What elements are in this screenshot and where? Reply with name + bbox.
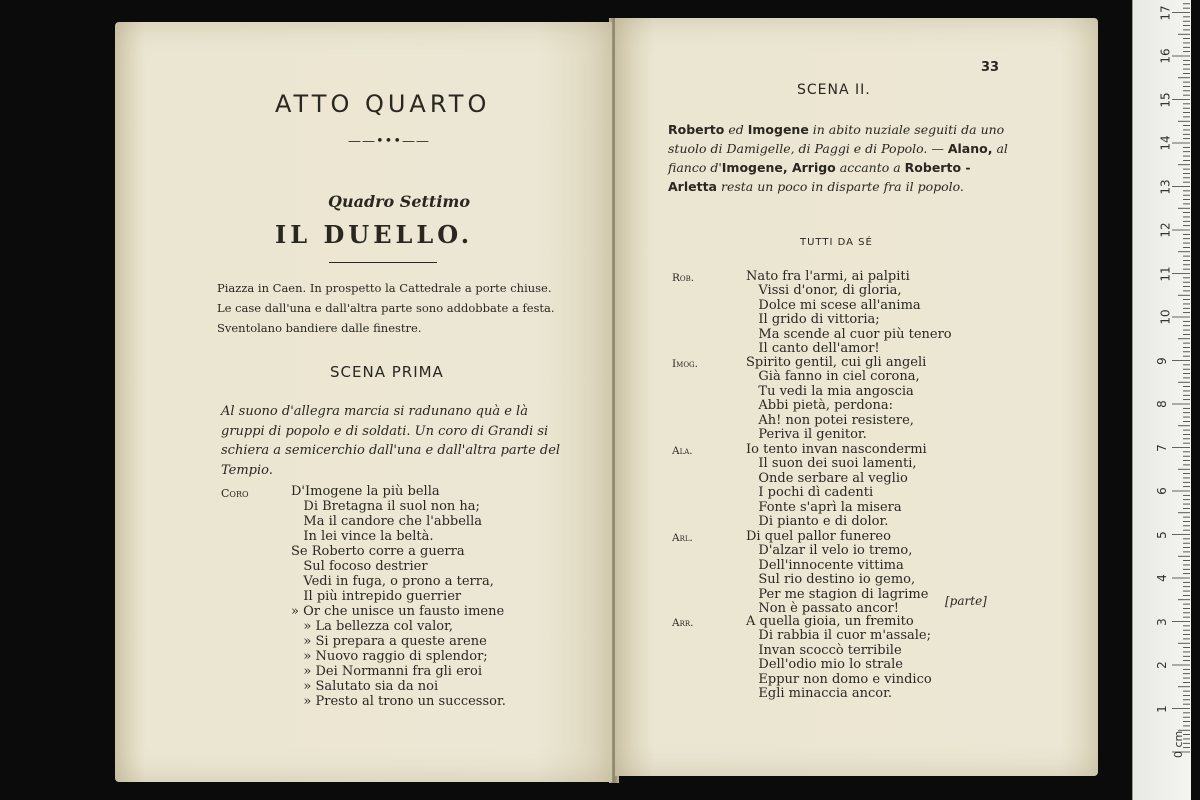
chorus-verse-line: » Salutato sia da noi <box>291 679 439 694</box>
chorus-verse-line: » Or che unisce un fausto imene <box>291 604 505 619</box>
verse-line: Di rabbia il cuor m'assale; <box>746 628 932 644</box>
verse-line: Vissi d'onor, di gloria, <box>746 283 902 299</box>
divider-rule <box>329 262 437 263</box>
stanza-speaker: Arl. <box>672 532 693 544</box>
ruler-number: 2 <box>1154 661 1169 669</box>
chorus-verse-line: Il più intrepido guerrier <box>291 589 462 604</box>
chorus-speaker: Coro <box>221 487 249 500</box>
act-title: ATTO QUARTO <box>275 90 491 118</box>
verse-line: Abbi pietà, perdona: <box>746 398 894 414</box>
ruler-number: 8 <box>1154 400 1169 408</box>
verse-line: Periva il genitor. <box>746 427 867 443</box>
ruler-number: 11 <box>1158 265 1173 282</box>
ruler-number: 7 <box>1154 443 1169 452</box>
verse-line: D'alzar il velo io tremo, <box>746 543 913 559</box>
left-page <box>115 22 612 782</box>
verse-line: Onde serbare al veglio <box>746 470 908 486</box>
chorus-verse-line: » La bellezza col valor, <box>291 619 453 634</box>
page-number: 33 <box>981 60 1000 75</box>
ruler-number: 5 <box>1154 530 1169 539</box>
character-name: Alano, <box>947 141 993 156</box>
chorus-verse-line: » Presto al trono un successor. <box>291 694 506 709</box>
verse-line: Il canto dell'amor! <box>746 341 880 357</box>
tableau-title: Quadro Settimo <box>328 192 470 211</box>
description-text: in abito nuziale seguiti da uno stuolo di Damigelle, di Paggi e di Popolo. — <box>668 122 1005 156</box>
chorus-verses <box>291 484 506 709</box>
stanza-speaker: Rob. <box>672 272 695 284</box>
ruler-number: 14 <box>1158 135 1173 151</box>
stanza-verses <box>746 530 928 616</box>
stanza-speaker: Arr. <box>672 617 694 629</box>
verse-line: Il grido di vittoria; <box>746 312 880 328</box>
ruler-number: 3 <box>1154 617 1169 626</box>
ruler-number: 1 <box>1154 704 1169 713</box>
scene-two-heading: SCENA II. <box>797 82 871 98</box>
character-name: Roberto <box>668 122 725 137</box>
verse-line: Dell'innocente vittima <box>746 557 904 573</box>
chorus-verse-line: Sul focoso destrier <box>291 559 428 574</box>
verse-line: Ah! non potei resistere, <box>746 412 914 428</box>
scene-two-description <box>668 120 1023 196</box>
stanza-verses <box>746 615 932 701</box>
ruler-number: 16 <box>1158 48 1173 64</box>
scene-one-heading: SCENA PRIMA <box>330 363 444 381</box>
ruler-number: 6 <box>1154 487 1169 495</box>
ruler-unit-label: 0 cm <box>1172 730 1185 758</box>
verse-line: Il suon dei suoi lamenti, <box>746 456 917 472</box>
duel-title: IL DUELLO. <box>275 220 474 249</box>
verse-line: Dolce mi scese all'anima <box>746 297 921 313</box>
stanza-verses <box>746 443 927 529</box>
ruler-number: 4 <box>1154 574 1169 582</box>
chorus-verse-line: » Nuovo raggio di splendor; <box>291 649 488 664</box>
ruler-number: 10 <box>1158 309 1173 325</box>
chorus-verse-line: Di Bretagna il suol non ha; <box>291 499 480 514</box>
character-name: Imogene <box>747 122 809 137</box>
verse-line: Eppur non domo e vindico <box>746 671 932 687</box>
verse-line: Invan scoccò terribile <box>746 642 902 658</box>
verse-line: Nato fra l'armi, ai palpiti <box>746 269 910 284</box>
verse-line: Per me stagion di lagrime <box>746 586 929 602</box>
ruler-number: 9 <box>1154 356 1169 365</box>
verse-line: Io tento invan nascondermi <box>746 442 927 457</box>
chorus-verse-line: » Dei Normanni fra gli eroi <box>291 664 482 679</box>
description-text: al fianco d' <box>668 141 1008 175</box>
verse-line: Non è passato ancor! <box>746 601 899 617</box>
stanza-speaker: Imog. <box>672 358 698 370</box>
ruler-number: 12 <box>1158 222 1173 238</box>
ruler-number: 13 <box>1158 178 1173 195</box>
description-text: accanto a <box>835 160 905 175</box>
chorus-verse-line: » Si prepara a queste arene <box>291 634 487 649</box>
tutti-heading: TUTTI DA SÉ <box>800 237 873 248</box>
chorus-verse-line: Ma il candore che l'abbella <box>291 514 482 529</box>
stanza-verses <box>746 270 952 356</box>
verse-line: Egli minaccia ancor. <box>746 686 893 702</box>
stage-directions: Piazza in Caen. In prospetto la Cattedrale a porte chiuse. Le case dall'una e dall'altra parte sono addobbate a festa. Sventolano bandiere dalle finestre. <box>217 281 555 335</box>
scene-one-description: Al suono d'allegra marcia si radunano quà e là gruppi di popolo e di soldati. Un coro di Grandi si schiera a semicerchio dall'una e dall'altra parte del Tempio. <box>221 404 561 478</box>
verse-line: Spirito gentil, cui gli angeli <box>746 355 927 370</box>
right-page <box>615 18 1098 776</box>
verse-line: Ma scende al cuor più tenero <box>746 326 952 342</box>
stage-note-parte: [parte] <box>945 594 987 608</box>
verse-line: Tu vedi la mia angoscia <box>746 383 914 399</box>
verse-line: Fonte s'aprì la misera <box>746 499 902 515</box>
verse-line: I pochi dì cadenti <box>746 485 874 501</box>
ruler-number: 17 <box>1158 4 1173 21</box>
chorus-verse-line: D'Imogene la più bella <box>291 484 440 499</box>
verse-line: Di quel pallor funereo <box>746 529 891 544</box>
description-text: resta un poco in disparte fra il popolo. <box>717 179 964 194</box>
title-ornament: ——•••—— <box>348 134 431 149</box>
chorus-verse-line: In lei vince la beltà. <box>291 529 434 544</box>
verse-line: Già fanno in ciel corona, <box>746 369 920 385</box>
verse-line: Sul rio destino io gemo, <box>746 572 916 588</box>
chorus-verse-line: Se Roberto corre a guerra <box>291 544 465 559</box>
character-name: Roberto - Arletta <box>668 160 971 194</box>
chorus-verse-line: Vedi in fuga, o prono a terra, <box>291 574 494 589</box>
stanza-verses <box>746 356 926 442</box>
character-name: Imogene, Arrigo <box>721 160 836 175</box>
verse-line: Dell'odio mio lo strale <box>746 657 903 673</box>
ruler-number: 15 <box>1158 91 1173 108</box>
verse-line: Di pianto e di dolor. <box>746 514 889 530</box>
description-text: ed <box>724 122 748 137</box>
stanza-speaker: Ala. <box>672 445 693 457</box>
verse-line: A quella gioia, un fremito <box>746 614 914 629</box>
